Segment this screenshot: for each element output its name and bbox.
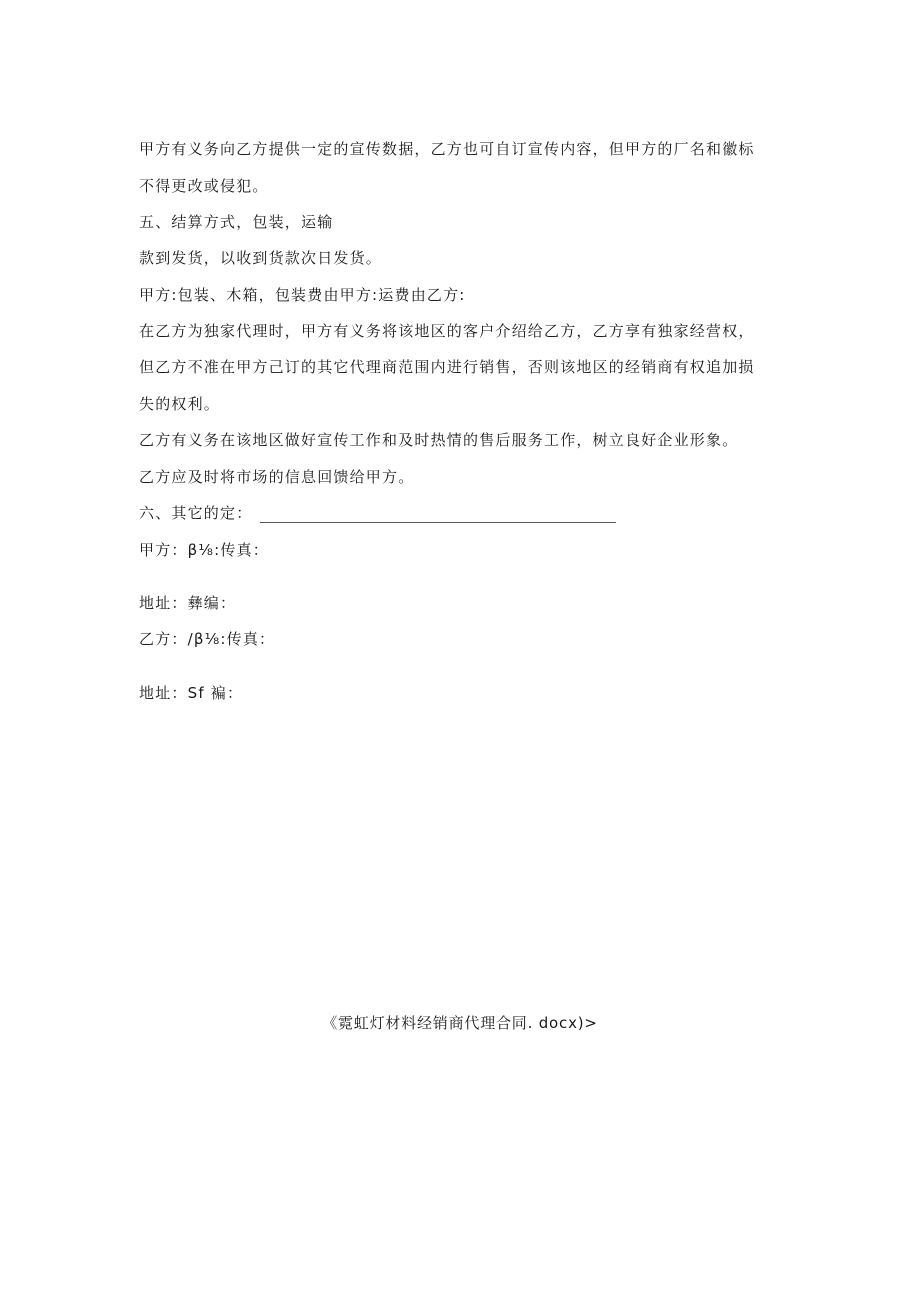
paragraph-line: 失的权利。 [139, 395, 221, 413]
document-file-title: 《霓虹灯材料经销商代理合同. docx)> [322, 1014, 598, 1032]
party-a-contact: 甲方：β⅛:传真： [139, 541, 269, 559]
paragraph-line: 在乙方为独家代理时，甲方有义务将该地区的客户介绍给乙方，乙方享有独家经营权， [139, 322, 755, 340]
paragraph-line: 不得更改或侵犯。 [139, 177, 269, 195]
paragraph-line: 款到发货，以收到货款次日发货。 [139, 249, 383, 267]
other-terms-label: 六、其它的定： [139, 504, 253, 522]
section-heading: 五、结算方式，包装，运输 [139, 213, 334, 231]
paragraph-line: 甲方:包装、木箱，包装费由甲方:运费由乙方: [139, 286, 466, 304]
party-b-contact: 乙方：/β⅛:传真： [139, 630, 276, 648]
paragraph-line: 乙方应及时将市场的信息回馈给甲方。 [139, 468, 415, 486]
paragraph-line: 甲方有义务向乙方提供一定的宣传数据，乙方也可自订宣传内容，但甲方的厂名和徽标 [139, 140, 755, 158]
paragraph-line: 乙方有义务在该地区做好宣传工作和及时热情的售后服务工作，树立良好企业形象。 [139, 431, 739, 449]
other-terms-row [139, 503, 616, 523]
party-b-address: 地址：Sf 褊： [139, 684, 244, 702]
other-terms-blank-line[interactable] [260, 507, 616, 523]
party-a-address: 地址：彝编： [139, 594, 237, 612]
paragraph-line: 但乙方不准在甲方己订的其它代理商范围内进行销售，否则该地区的经销商有权追加损 [139, 358, 755, 376]
